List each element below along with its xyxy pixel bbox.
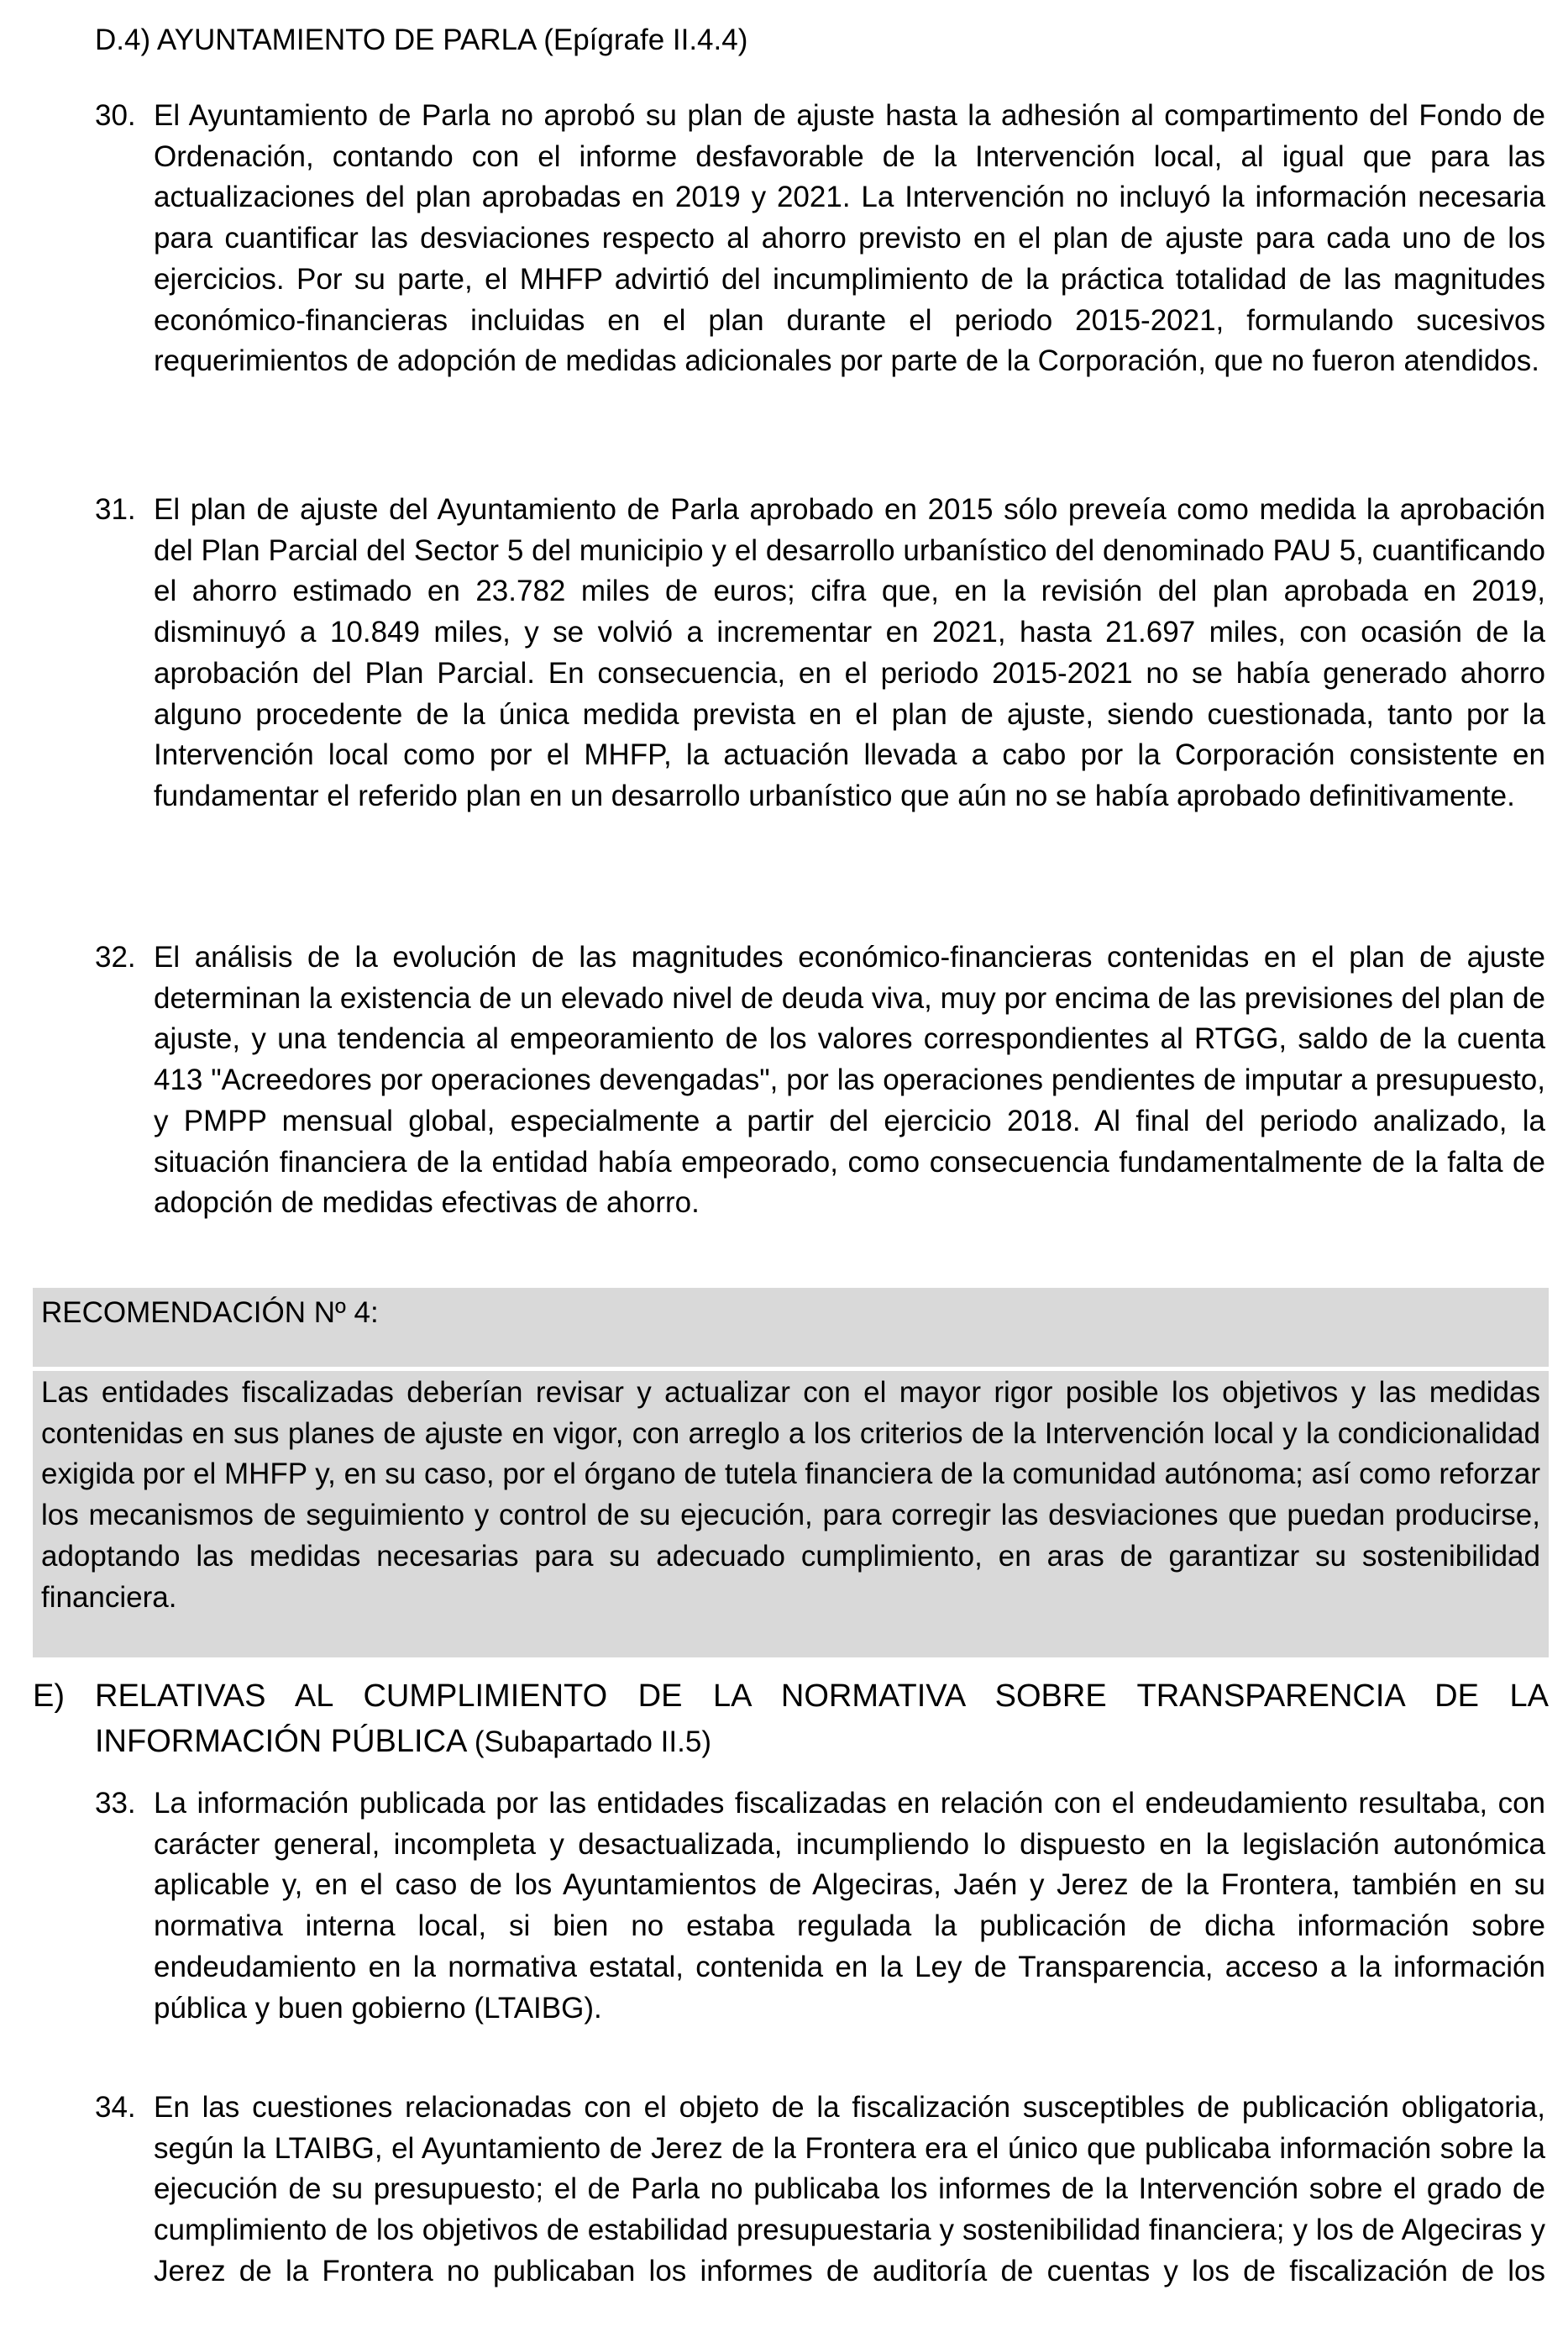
section-letter: E) bbox=[33, 1678, 65, 1714]
paragraph-text: El Ayuntamiento de Parla no aprobó su plan de ajuste hasta la adhesión al compartimento del Fondo de Ordenación, contando con el informe desfavorable de la Intervención local, al igual que para las actualizaciones del plan aprobadas en 2019 y 2021. La Intervención no incluyó la información necesaria para cuantificar las desviaciones respecto al ahorro previsto en el plan de ajuste para cada uno de los ejercicios. Por su parte, el MHFP advirtió del incumplimiento de la práctica totalidad de las magnitudes económico-financieras incluidas en el plan durante el periodo 2015-2021, formulando sucesivos requerimientos de adopción de medidas adicionales por parte de la Corporación, que no fueron atendidos. bbox=[154, 99, 1545, 378]
paragraph-31 bbox=[95, 490, 1545, 817]
paragraph-34 bbox=[95, 2088, 1545, 2293]
section-heading-d4: D.4) AYUNTAMIENTO DE PARLA (Epígrafe II.4.4) bbox=[95, 24, 748, 56]
section-title: RELATIVAS AL CUMPLIMIENTO DE LA NORMATIVA SOBRE TRANSPARENCIA DE LA INFORMACIÓN PÚBLICA bbox=[95, 1678, 1549, 1759]
recommendation-text: Las entidades fiscalizadas deberían revisar y actualizar con el mayor rigor posible los objetivos y las medidas contenidas en sus planes de ajuste en vigor, con arreglo a los criterios de la Intervención local y la condicionalidad exigida por el MHFP y, en su caso, por el órgano de tutela financiera de la comunidad autónoma; así como reforzar los mecanismos de seguimiento y control de su ejecución, para corregir las desviaciones que puedan producirse, adoptando las medidas necesarias para su adecuado cumplimiento, en aras de garantizar su sostenibilidad financiera. bbox=[33, 1371, 1549, 1657]
paragraph-text: El plan de ajuste del Ayuntamiento de Parla aprobado en 2015 sólo preveía como medida la aprobación del Plan Parcial del Sector 5 del municipio y el desarrollo urbanístico del denominado PAU 5, cuantificando el ahorro estimado en 23.782 miles de euros; cifra que, en la revisión del plan aprobada en 2019, disminuyó a 10.849 miles, y se volvió a incrementar en 2021, hasta 21.697 miles, con ocasión de la aprobación del Plan Parcial. En consecuencia, en el periodo 2015-2021 no se había generado ahorro alguno procedente de la única medida prevista en el plan de ajuste, siendo cuestionada, tanto por la Intervención local como por el MHFP, la actuación llevada a cabo por la Corporación consistente en fundamentar el referido plan en un desarrollo urbanístico que aún no se había aprobado definitivamente. bbox=[154, 493, 1545, 812]
paragraph-number: 32. bbox=[95, 941, 136, 974]
paragraph-33 bbox=[95, 1783, 1545, 2029]
section-heading-e bbox=[33, 1673, 1549, 1765]
paragraph-text: El análisis de la evolución de las magnitudes económico-financieras contenidas en el plan de ajuste determinan la existencia de un elevado nivel de deuda viva, muy por encima de las previsiones del plan de ajuste, y una tendencia al empeoramiento de los valores correspondientes al RTGG, saldo de la cuenta 413 "Acreedores por operaciones devengadas", por las operaciones pendientes de imputar a presupuesto, y PMPP mensual global, especialmente a partir del ejercicio 2018. Al final del periodo analizado, la situación financiera de la entidad había empeorado, como consecuencia fundamentalmente de la falta de adopción de medidas efectivas de ahorro. bbox=[154, 941, 1545, 1220]
section-ref: (Subapartado II.5) bbox=[474, 1725, 711, 1758]
recommendation-title: RECOMENDACIÓN Nº 4: bbox=[33, 1288, 1549, 1367]
paragraph-text: La información publicada por las entidades fiscalizadas en relación con el endeudamiento resultaba, con carácter general, incompleta y desactualizada, incumpliendo lo dispuesto en la legislación autonómica aplicable y, en el caso de los Ayuntamientos de Algeciras, Jaén y Jerez de la Frontera, también en su normativa interna local, si bien no estaba regulada la publicación de dicha información sobre endeudamiento en la normativa estatal, contenida en la Ley de Transparencia, acceso a la información pública y buen gobierno (LTAIBG). bbox=[154, 1787, 1545, 2025]
paragraph-30 bbox=[95, 96, 1545, 382]
paragraph-number: 30. bbox=[95, 99, 136, 132]
paragraph-number: 31. bbox=[95, 493, 136, 526]
paragraph-32 bbox=[95, 938, 1545, 1224]
paragraph-number: 33. bbox=[95, 1787, 136, 1820]
paragraph-number: 34. bbox=[95, 2091, 136, 2124]
paragraph-text: En las cuestiones relacionadas con el objeto de la fiscalización susceptibles de publicación obligatoria, según la LTAIBG, el Ayuntamiento de Jerez de la Frontera era el único que publicaba información sobre la ejecución de su presupuesto; el de Parla no publicaba los informes de la Intervención sobre el grado de cumplimiento de los objetivos de estabilidad presupuestaria y sostenibilidad financiera; y los de Algeciras y Jerez de la Frontera no publicaban los informes de auditoría de cuentas y los de fiscalización de los bbox=[154, 2091, 1545, 2287]
